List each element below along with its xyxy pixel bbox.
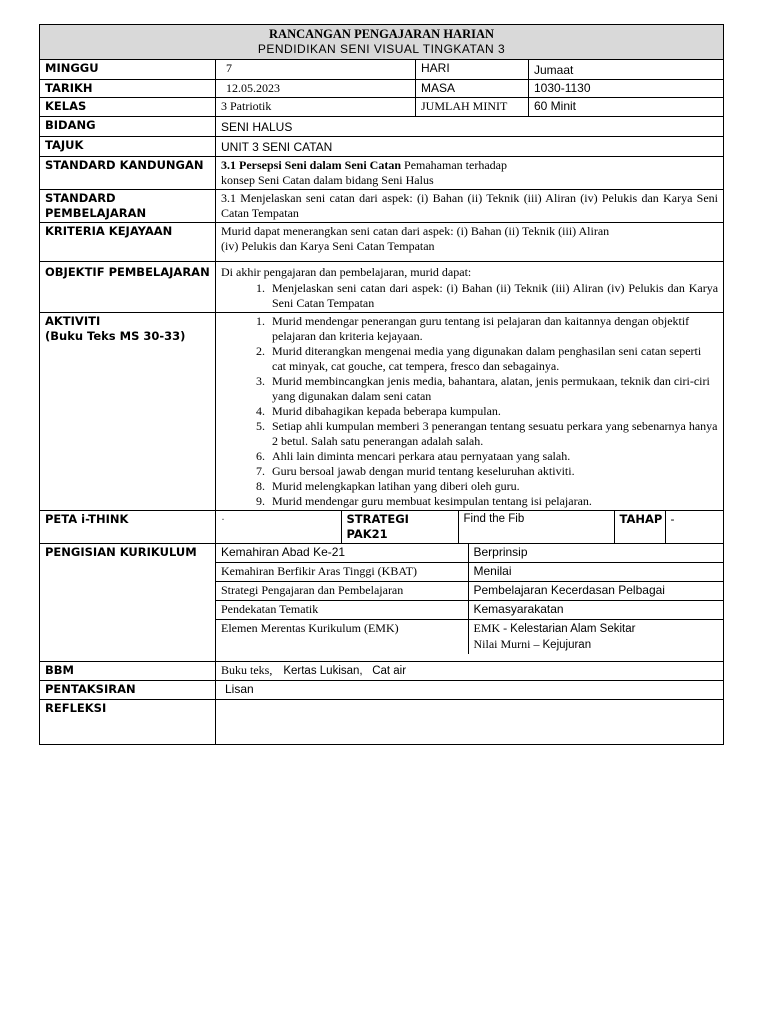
value-bidang: SENI HALUS xyxy=(216,117,724,137)
value-masa: 1030-1130 xyxy=(529,80,724,98)
label-masa: MASA xyxy=(416,80,529,98)
aktiviti-item: 9. Murid mendengar guru membuat kesimpulan tentang isi pelajaran. xyxy=(268,494,718,509)
value-aktiviti xyxy=(216,313,724,511)
pengisian-item: Kemahiran Abad Ke-21 xyxy=(216,544,468,563)
pengisian-item: Strategi Pengajaran dan Pembelajaran xyxy=(216,582,468,601)
kriteria-line-2: (iv) Pelukis dan Karya Seni Catan Tempatan xyxy=(221,239,435,253)
pengisian-kurikulum-table xyxy=(216,544,723,654)
label-tarikh: TARIKH xyxy=(40,80,216,98)
objektif-intro: Di akhir pengajaran dan pembelajaran, murid dapat: xyxy=(221,265,472,279)
label-hari: HARI xyxy=(416,60,529,80)
label-objektif: OBJEKTIF PEMBELAJARAN xyxy=(40,262,216,313)
nilai-value: Kejujuran xyxy=(542,639,592,651)
sk-heading: 3.1 Persepsi Seni dalam Seni Catan xyxy=(221,158,402,172)
pengisian-item: Kemahiran Berfikir Aras Tinggi (KBAT) xyxy=(216,563,468,582)
pengisian-value: Menilai xyxy=(468,563,723,582)
label-aktiviti: AKTIVITI xyxy=(45,314,101,328)
aktiviti-item: 1. Murid mendengar penerangan guru tentang isi pelajaran dan kaitannya dengan objektif pelajaran dan kriteria kejayaan. xyxy=(268,314,718,344)
aktiviti-list xyxy=(221,314,718,509)
rph-document xyxy=(39,24,723,728)
aktiviti-item: 8. Murid melengkapkan latihan yang diberi oleh guru. xyxy=(268,479,718,494)
aktiviti-item: 7. Guru bersoal jawab dengan murid tentang keseluruhan aktiviti. xyxy=(268,464,718,479)
label-strategi-pak21: STRATEGI PAK21 xyxy=(341,511,458,543)
pengisian-item: Pendekatan Tematik xyxy=(216,601,468,620)
label-tajuk: TAJUK xyxy=(40,137,216,157)
label-minggu: MINGGU xyxy=(40,60,216,80)
value-kelas: 3 Patriotik xyxy=(216,98,416,117)
label-tahap: TAHAP xyxy=(614,511,665,543)
label-kelas: KELAS xyxy=(40,98,216,117)
emk-value: Kelestarian Alam Sekitar xyxy=(510,623,636,635)
value-bbm xyxy=(216,662,724,681)
label-jumlah-minit: JUMLAH MINIT xyxy=(416,98,529,117)
aktiviti-item: 3. Murid membincangkan jenis media, bahantara, alatan, jenis permukaan, teknik dan ciri-ciri yang digunakan dalam seni catan xyxy=(268,374,718,404)
value-standard-pembelajaran: 3.1 Menjelaskan seni catan dari aspek: (i) Bahan (ii) Teknik (iii) Aliran (iv) Pelukis dan Karya Seni Catan Tempatan xyxy=(216,190,724,223)
label-peta-ithink: PETA i-THINK xyxy=(40,511,216,544)
label-bidang: BIDANG xyxy=(40,117,216,137)
label-pengisian-kurikulum: PENGISIAN KURIKULUM xyxy=(40,544,216,662)
lesson-plan-table xyxy=(39,24,724,745)
label-kriteria-kejayaan: KRITERIA KEJAYAAN xyxy=(40,223,216,262)
value-jumlah-minit: 60 Minit xyxy=(529,98,724,117)
pengisian-item-emk: Elemen Merentas Kurikulum (EMK) xyxy=(221,621,399,635)
aktiviti-item: 5. Setiap ahli kumpulan memberi 3 penerangan tentang sesuatu perkara yang sebenarnya hanya 2 betul. Salah satu penerangan adalah salah. xyxy=(268,419,718,449)
pengisian-value: Kemasyarakatan xyxy=(468,601,723,620)
nilai-prefix: Nilai Murni – xyxy=(473,637,543,651)
pengisian-value: Pembelajaran Kecerdasan Pelbagai xyxy=(468,582,723,601)
value-kriteria-kejayaan xyxy=(216,223,724,262)
aktiviti-item: 6. Ahli lain diminta mencari perkara atau pernyataan yang salah. xyxy=(268,449,718,464)
value-standard-kandungan xyxy=(216,157,724,190)
label-standard-pembelajaran: STANDARD PEMBELAJARAN xyxy=(40,190,216,223)
value-tarikh: 12.05.2023 xyxy=(216,80,416,98)
label-refleksi: REFLEKSI xyxy=(40,700,216,745)
aktiviti-item: 4. Murid dibahagikan kepada beberapa kumpulan. xyxy=(268,404,718,419)
pengisian-kurikulum-cell xyxy=(216,544,724,662)
value-tahap: - xyxy=(665,511,724,543)
label-bbm: BBM xyxy=(40,662,216,681)
aktiviti-item: 2. Murid diterangkan mengenai media yang digunakan dalam penghasilan seni catan seperti cat minyak, cat gouche, cat tempera, fresco dan sebagainya. xyxy=(268,344,718,374)
pengisian-value: Berprinsip xyxy=(468,544,723,563)
value-objektif xyxy=(216,262,724,313)
value-tajuk: UNIT 3 SENI CATAN xyxy=(216,137,724,157)
bbm-items: Kertas Lukisan, Cat air xyxy=(283,665,407,677)
label-aktiviti-cell xyxy=(40,313,216,511)
value-minggu: 7 xyxy=(216,60,416,80)
pengisian-value-emk xyxy=(468,620,723,655)
objektif-list xyxy=(221,281,718,311)
label-pentaksiran: PENTAKSIRAN xyxy=(40,681,216,700)
document-subtitle: PENDIDIKAN SENI VISUAL TINGKATAN 3 xyxy=(257,42,506,56)
value-hari: Jumaat xyxy=(529,60,724,80)
label-aktiviti-sub: (Buku Teks MS 30-33) xyxy=(45,329,186,343)
bbm-prefix: Buku teks, xyxy=(221,663,273,677)
value-pentaksiran: Lisan xyxy=(216,681,724,700)
value-refleksi xyxy=(216,700,724,745)
sk-text-line2: konsep Seni Catan dalam bidang Seni Halus xyxy=(221,173,434,187)
document-header xyxy=(40,25,724,60)
emk-prefix: EMK - xyxy=(473,621,511,635)
sk-text: Pemahaman terhadap xyxy=(401,158,507,172)
peta-strategi-row xyxy=(216,511,724,544)
kriteria-line-1: Murid dapat menerangkan seni catan dari aspek: (i) Bahan (ii) Teknik (iii) Aliran xyxy=(221,224,610,238)
document-title: RANCANGAN PENGAJARAN HARIAN xyxy=(269,27,495,41)
objektif-item: 1. Menjelaskan seni catan dari aspek: (i) Bahan (ii) Teknik (iii) Aliran (iv) Pelukis dan Karya Seni Catan Tempatan xyxy=(268,281,718,311)
value-strategi-pak21: Find the Fib xyxy=(458,511,614,543)
peta-strategi-table xyxy=(216,511,724,543)
label-standard-kandungan: STANDARD KANDUNGAN xyxy=(40,157,216,190)
value-peta-ithink: · xyxy=(221,512,225,526)
